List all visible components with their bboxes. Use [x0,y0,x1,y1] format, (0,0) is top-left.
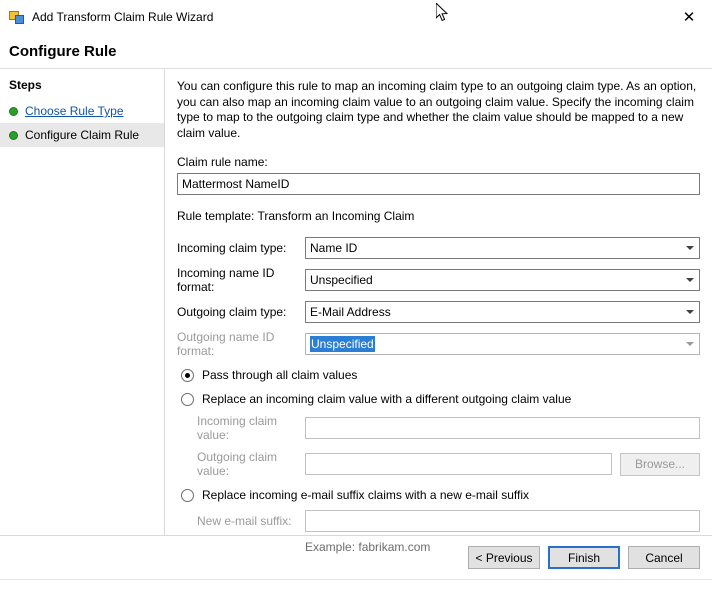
new-email-suffix-row [177,510,700,532]
radio-replace-email-suffix-icon[interactable] [181,489,194,502]
outgoing-claim-type-select[interactable] [305,301,700,323]
claim-rule-name-label: Claim rule name: [177,155,268,169]
step-bullet-icon [9,131,18,140]
wizard-icon [9,9,25,25]
option-pass-through[interactable] [177,368,700,382]
outgoing-name-id-format-value: Unspecified [311,337,374,351]
incoming-claim-type-value: Name ID [310,241,358,255]
title-bar [0,0,712,35]
outgoing-name-id-format-label: Outgoing name ID format: [177,330,275,358]
incoming-claim-value-input [305,417,700,439]
new-email-suffix-label: New e-mail suffix: [197,514,292,528]
steps-title: Steps [9,78,42,92]
intro-text: You can configure this rule to map an incoming claim type to an outgoing claim type. As an option, you can also map an incoming claim value to an outgoing claim value. Specify the incoming claim type to map to the outgoing claim type and whether the claim value should be mapped to a new claim value. [177,79,697,140]
incoming-claim-type-select[interactable] [305,237,700,259]
content-pane [165,69,712,554]
finish-button[interactable]: Finish [548,546,620,569]
outgoing-claim-value-label: Outgoing claim value: [197,450,278,478]
steps-sidebar [0,69,165,535]
close-icon[interactable]: ✕ [682,8,696,26]
chevron-down-icon [681,334,699,354]
chevron-down-icon [681,302,699,322]
outgoing-name-id-format-select [305,333,700,355]
window-title: Add Transform Claim Rule Wizard [32,10,214,24]
radio-pass-through-icon[interactable] [181,369,194,382]
email-suffix-example: Example: fabrikam.com [305,540,431,554]
outgoing-claim-type-label: Outgoing claim type: [177,305,287,319]
sidebar-item-choose-rule-type[interactable] [0,99,164,123]
outgoing-name-id-format-row [177,330,700,358]
incoming-name-id-format-value: Unspecified [310,273,373,287]
chevron-down-icon [681,270,699,290]
incoming-name-id-format-select[interactable] [305,269,700,291]
option-replace-email-suffix[interactable] [177,488,700,502]
outgoing-claim-type-value: E-Mail Address [310,305,391,319]
option-replace-claim-value[interactable] [177,392,700,406]
claim-rule-name-value: Mattermost NameID [182,177,290,191]
page-title: Configure Rule [9,43,117,60]
incoming-claim-value-row [177,414,700,442]
new-email-suffix-input [305,510,700,532]
previous-button[interactable]: < Previous [468,546,540,569]
outgoing-claim-type-row [177,301,700,323]
rule-template-text: Rule template: Transform an Incoming Claim [177,209,415,223]
bottom-strip [0,579,712,613]
step-label: Configure Claim Rule [25,128,140,142]
chevron-down-icon [681,238,699,258]
cancel-button[interactable]: Cancel [628,546,700,569]
radio-replace-claim-value-icon[interactable] [181,393,194,406]
step-bullet-icon [9,107,18,116]
browse-button: Browse... [620,453,700,476]
outgoing-claim-value-input [305,453,612,475]
incoming-name-id-format-label: Incoming name ID format: [177,266,275,294]
incoming-claim-value-label: Incoming claim value: [197,414,278,442]
step-label[interactable]: Choose Rule Type [25,104,124,118]
page-header [0,35,712,68]
option-replace-email-suffix-label: Replace incoming e-mail suffix claims with a new e-mail suffix [202,488,530,502]
incoming-claim-type-row [177,237,700,259]
sidebar-item-configure-claim-rule[interactable] [0,123,164,147]
incoming-name-id-format-row [177,266,700,294]
outgoing-claim-value-row [177,450,700,478]
option-pass-through-label: Pass through all claim values [202,368,358,382]
dialog-body [0,69,712,554]
option-replace-claim-value-label: Replace an incoming claim value with a different outgoing claim value [202,392,572,406]
claim-rule-name-input[interactable] [177,173,700,195]
incoming-claim-type-label: Incoming claim type: [177,241,287,255]
